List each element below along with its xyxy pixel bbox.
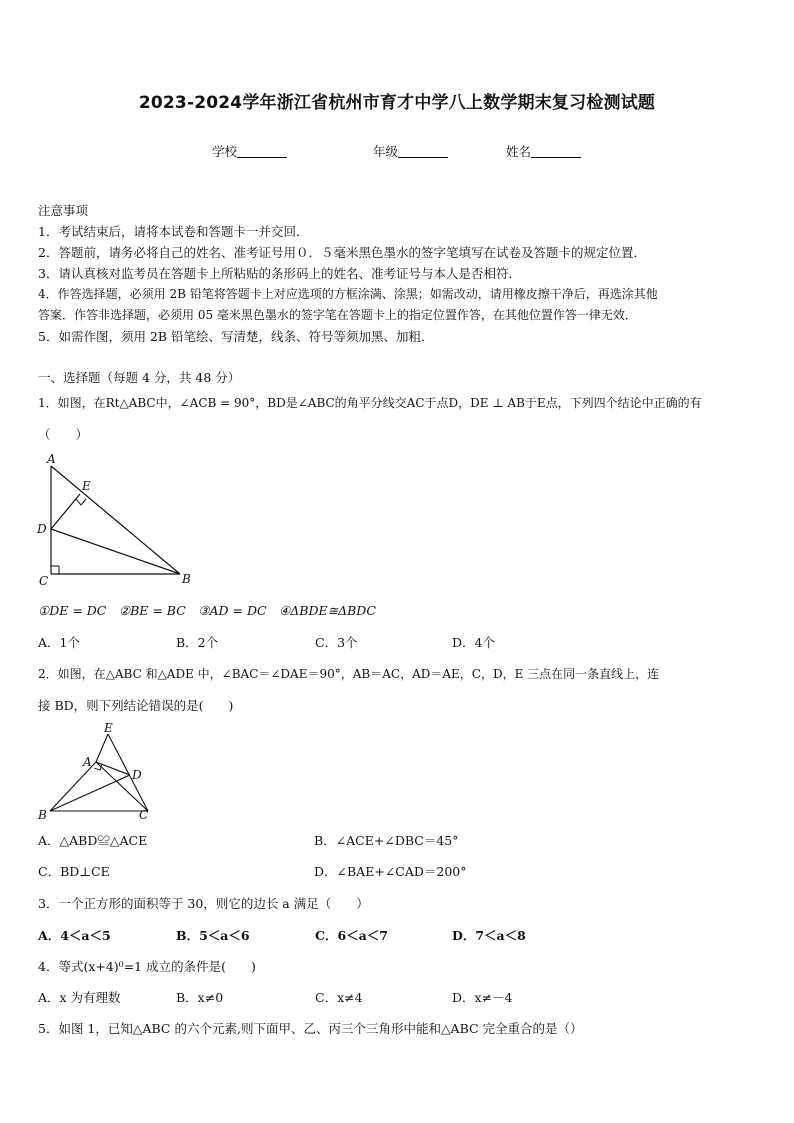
q4-option-d[interactable]: D．x≠－4 xyxy=(452,990,513,1005)
q2-option-d[interactable]: D．∠BAE+∠CAD＝200° xyxy=(314,864,467,879)
label-a: A xyxy=(83,755,92,769)
notice-item: 3．请认真核对监考员在答题卡上所粘贴的条形码上的姓名、准考证号与本人是否相符． xyxy=(38,266,521,281)
name-field[interactable] xyxy=(506,142,581,160)
label-c: C xyxy=(139,808,149,822)
question-1-text: 1．如图，在Rt△ABC中，∠ACB = 90°，BD是∠ABC的角平分线交AC于点D，DE ⊥ AB于E点，下列四个结论中正确的有 xyxy=(38,396,702,410)
q1-option-c[interactable]: C．3个 xyxy=(315,635,358,650)
page-title: 2023-2024学年浙江省杭州市育才中学八上数学期末复习检测试题 xyxy=(138,93,656,113)
question-5-text: 5．如图 1，已知△ABC 的六个元素,则下面甲、乙、丙三个三角形中能和△ABC 完全重合的是（） xyxy=(38,1021,583,1036)
q3-option-a[interactable]: A．4＜a＜5 xyxy=(38,928,111,943)
question-2-text: 2．如图，在△ABC 和△ADE 中，∠BAC＝∠DAE＝90°，AB＝AC，AD＝AE，C，D，E 三点在同一条直线上，连 xyxy=(38,667,660,681)
q4-option-c[interactable]: C．x≠4 xyxy=(315,990,363,1005)
q1-option-d[interactable]: D．4个 xyxy=(452,635,495,650)
q3-option-b[interactable]: B．5＜a＜6 xyxy=(176,928,250,943)
question-2-text-cont: 接 BD，则下列结论错误的是( ) xyxy=(38,698,234,713)
grade-field[interactable] xyxy=(373,142,448,160)
figure-q1-triangle xyxy=(34,452,204,592)
q2-option-c[interactable]: C．BD⊥CE xyxy=(38,864,110,879)
label-d: D xyxy=(37,522,47,536)
q3-option-d[interactable]: D．7＜a＜8 xyxy=(452,928,526,943)
notice-item: 5．如需作图，须用 2B 铅笔绘、写清楚，线条、符号等须加黑、加粗． xyxy=(38,329,434,344)
q3-option-c[interactable]: C．6＜a＜7 xyxy=(315,928,388,943)
question-4-text: 4．等式(x+4)⁰=1 成立的条件是( ) xyxy=(38,959,256,974)
label-d: D xyxy=(132,768,142,782)
notice-item: 答案．作答非选择题，必须用 05 毫米黑色墨水的签字笔在答题卡上的指定位置作答，在其他位置作答一律无效． xyxy=(38,308,637,322)
q2-option-a[interactable]: A．△ABD≌△ACE xyxy=(38,833,148,848)
q4-option-b[interactable]: B．x≠0 xyxy=(176,990,224,1005)
label-a: A xyxy=(47,452,56,466)
label-b: B xyxy=(182,572,191,586)
notice-heading: 注意事项 xyxy=(38,203,89,218)
notice-item: 2．答题前，请务必将自己的姓名、准考证号用０．５毫米黑色墨水的签字笔填写在试卷及答题卡的规定位置． xyxy=(38,245,646,260)
section-heading: 一、选择题（每题 4 分，共 48 分） xyxy=(38,370,241,385)
notice-item: 1．考试结束后，请将本试卷和答题卡一并交回． xyxy=(38,224,309,239)
label-e: E xyxy=(82,479,91,493)
label-c: C xyxy=(39,574,49,588)
school-label: 学校 xyxy=(212,144,238,159)
q4-option-a[interactable]: A．x 为有理数 xyxy=(38,990,121,1005)
grade-label: 年级 xyxy=(373,144,399,159)
name-label: 姓名 xyxy=(506,144,532,159)
figure-q2-triangles xyxy=(34,720,154,822)
school-field[interactable] xyxy=(212,142,287,160)
question-1-statements: ①DE = DC ②BE = BC ③AD = DC ④ΔBDE≅ΔBDC xyxy=(38,603,376,618)
question-1-blank: （ ） xyxy=(38,427,89,442)
label-b: B xyxy=(38,808,47,822)
notice-item: 4．作答选择题，必须用 2B 铅笔将答题卡上对应选项的方框涂满、涂黑；如需改动，请用橡皮擦干净后，再选涂其他 xyxy=(38,287,658,301)
label-e: E xyxy=(104,721,113,735)
question-3-text: 3．一个正方形的面积等于 30，则它的边长 a 满足（ ） xyxy=(38,896,369,911)
q2-option-b[interactable]: B．∠ACE+∠DBC＝45° xyxy=(314,833,459,848)
q1-option-b[interactable]: B．2个 xyxy=(176,635,219,650)
q1-option-a[interactable]: A．1个 xyxy=(38,635,80,650)
